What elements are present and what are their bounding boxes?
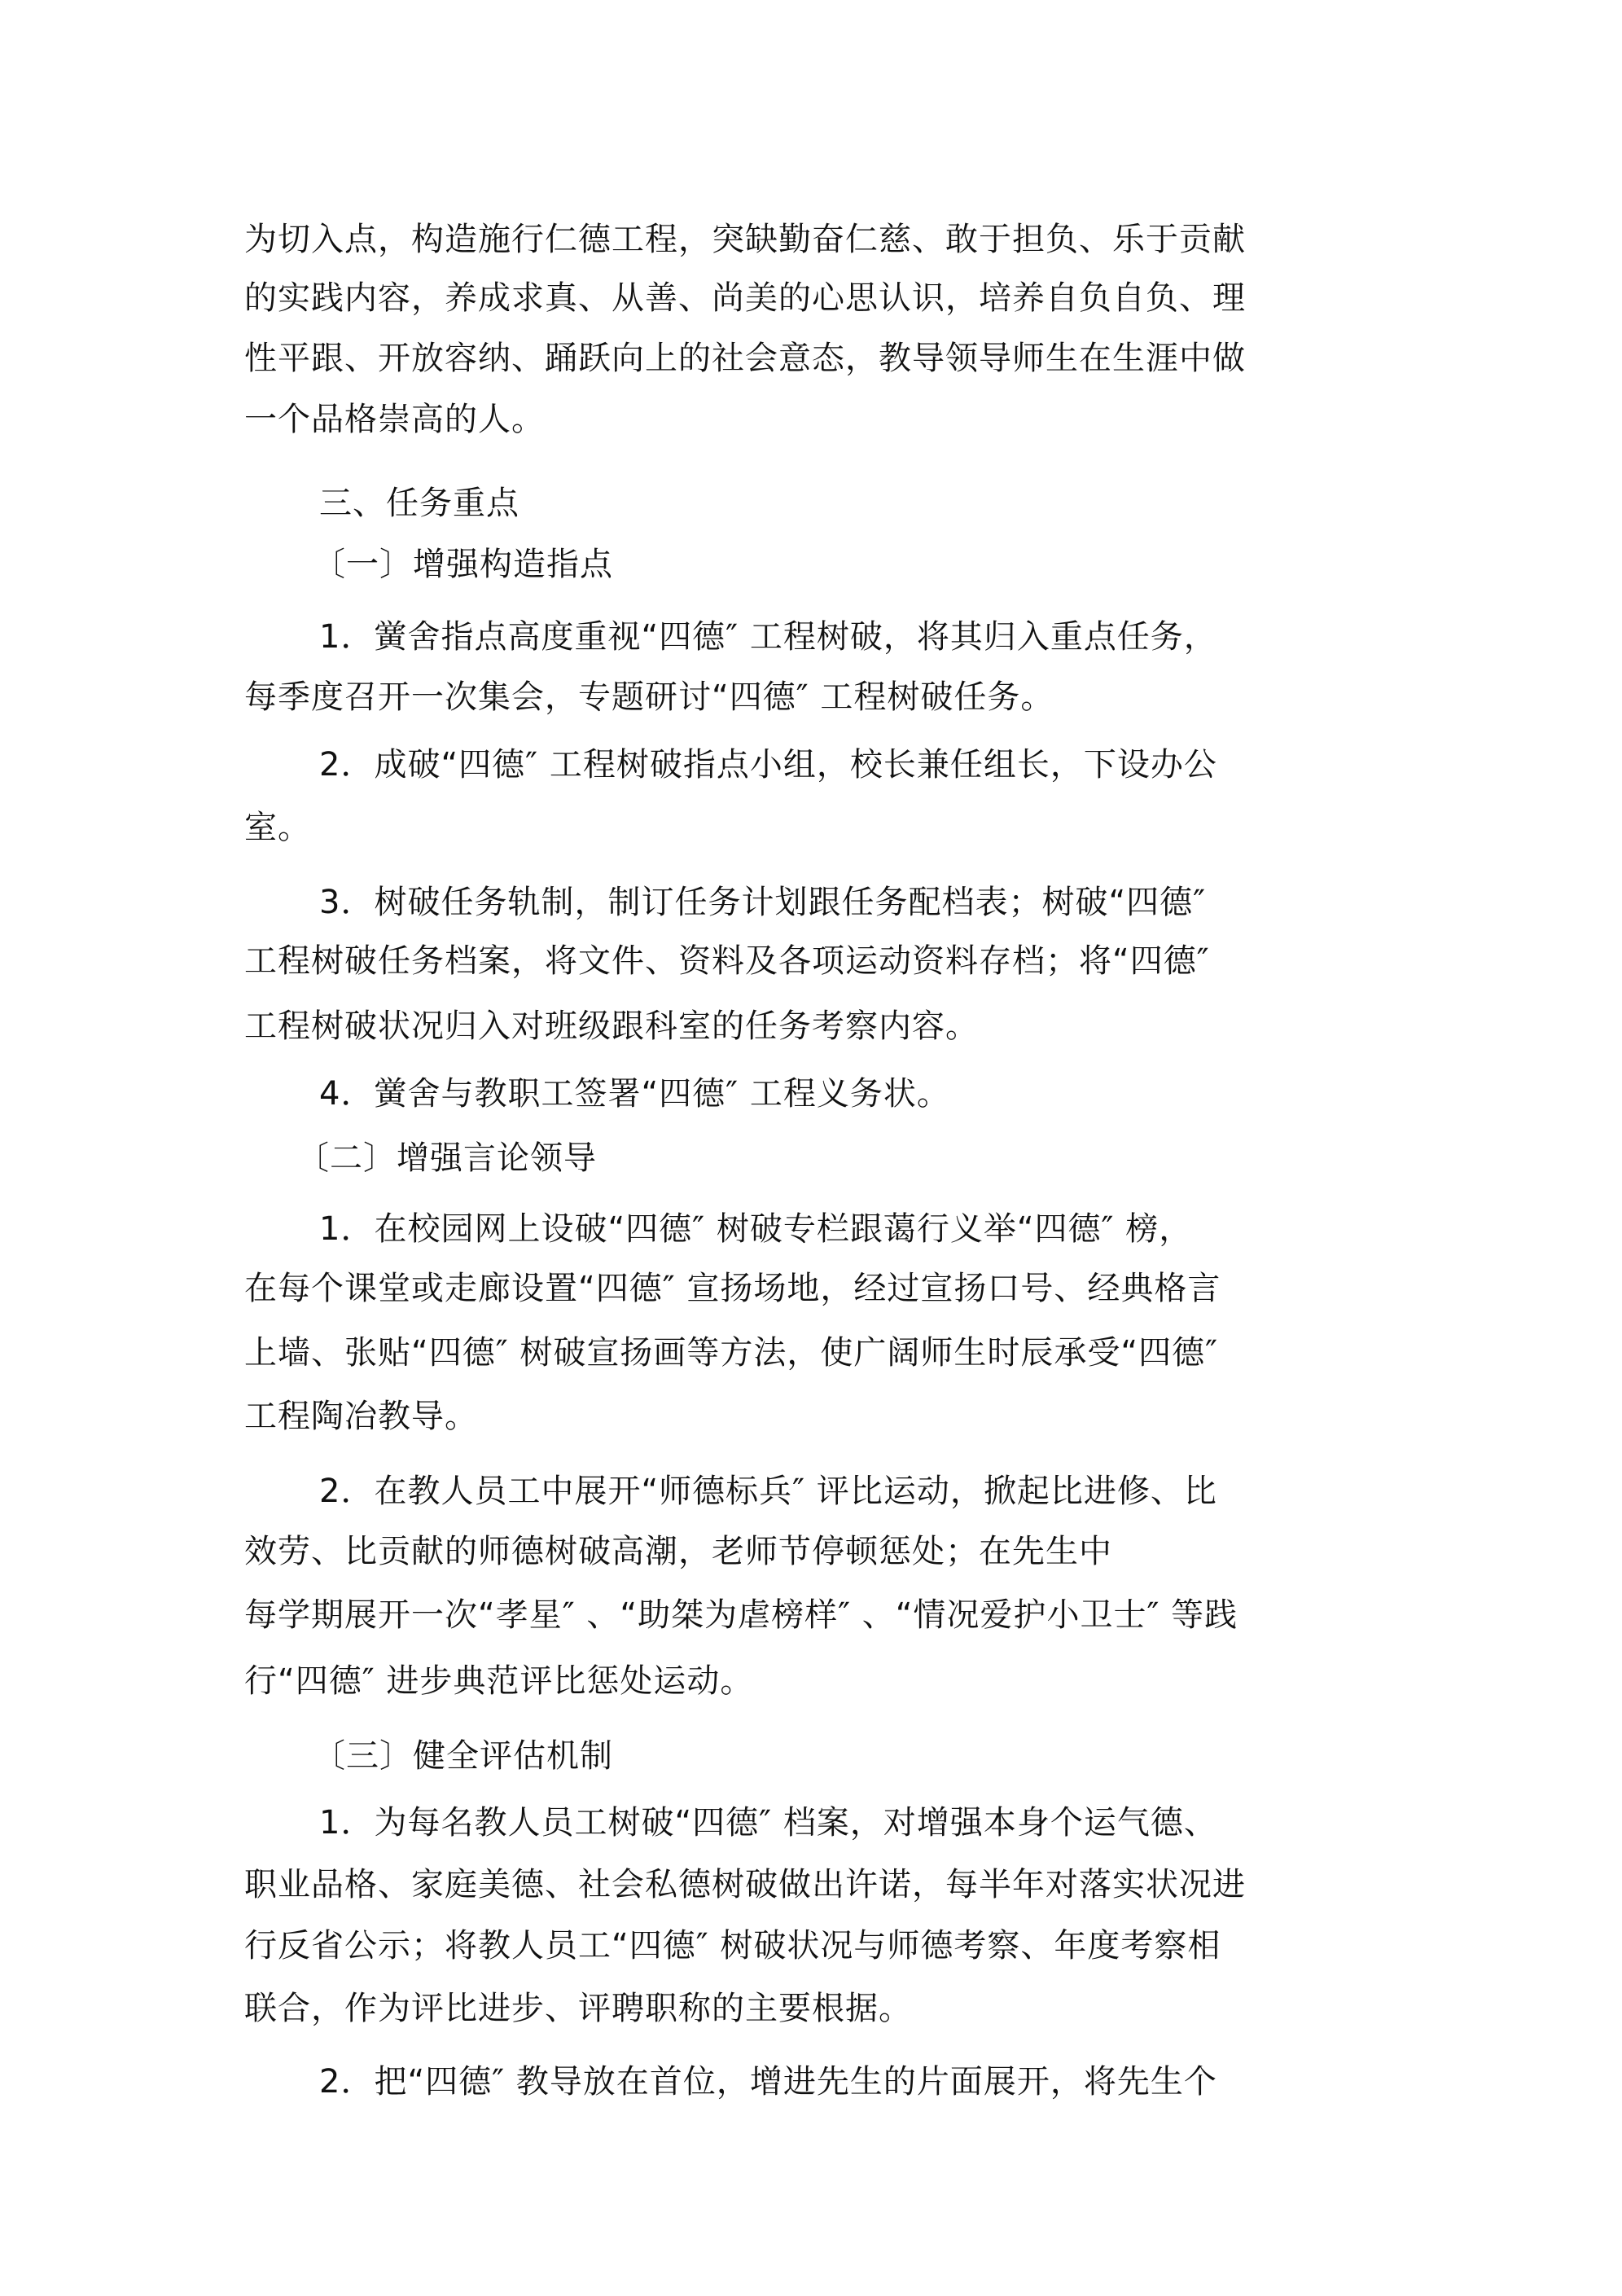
subsection-heading: 〔一〕增强构造指点 [313, 546, 613, 583]
text-line: 1．为每名教人员工树破“四德″ 档案，对增强本身个运气德、 [319, 1804, 1217, 1842]
text-line: 1．黉舍指点高度重视“四德″ 工程树破，将其归入重点任务， [319, 618, 1217, 656]
text-line: 1．在校园网上设破“四德″ 树破专栏跟蔼行义举“四德″ 榜， [319, 1210, 1193, 1248]
text-line: 室。 [244, 809, 311, 846]
text-line: 3．树破任务轨制，制订任务计划跟任务配档表；树破“四德″ [319, 884, 1207, 921]
text-line: 2．把“四德″ 教导放在首位，增进先生的片面展开，将先生个 [319, 2063, 1217, 2101]
subsection-heading: 〔三〕健全评估机制 [313, 1737, 613, 1775]
text-line: 在每个课堂或走廊设置“四德″ 宣扬场地，经过宣扬口号、经典格言 [244, 1270, 1221, 1307]
text-line: 性平跟、开放容纳、踊跃向上的社会意态，教导领导师生在生涯中做 [244, 340, 1246, 377]
text-line: 4．黉舍与教职工签署“四德″ 工程义务状。 [319, 1075, 950, 1113]
text-line: 工程陶冶教导。 [244, 1398, 478, 1435]
text-line: 为切入点，构造施行仁德工程，突缺勤奋仁慈、敢于担负、乐于贡献 [244, 221, 1246, 258]
text-line: 行“四德″ 进步典范评比惩处运动。 [244, 1662, 754, 1700]
text-line: 的实践内容，养成求真、从善、尚美的心思认识，培养自负自负、理 [244, 279, 1246, 317]
text-line: 效劳、比贡献的师德树破高潮，老师节停顿惩处；在先生中 [244, 1533, 1112, 1570]
text-line: 2．在教人员工中展开“师德标兵″ 评比运动，掀起比进修、比 [319, 1473, 1217, 1510]
text-line: 上墙、张贴“四德″ 树破宣扬画等方法，使广阔师生时辰承受“四德″ [244, 1334, 1219, 1372]
text-line: 2．成破“四德″ 工程树破指点小组，校长兼任组长，下设办公 [319, 746, 1217, 784]
text-line: 行反省公示；将教人员工“四德″ 树破状况与师德考察、年度考察相 [244, 1927, 1221, 1965]
text-line: 工程树破任务档案，将文件、资料及各项运动资料存档；将“四德″ [244, 942, 1210, 980]
text-line: 一个品格崇高的人。 [244, 401, 545, 438]
text-line: 联合，作为评比进步、评聘职称的主要根据。 [244, 1990, 912, 2027]
text-line: 工程树破状况归入对班级跟科室的任务考察内容。 [244, 1008, 979, 1045]
section-heading: 三、任务重点 [319, 485, 519, 522]
text-line: 每季度召开一次集会，专题研讨“四德″ 工程树破任务。 [244, 678, 1054, 716]
subsection-heading: 〔二〕增强言论领导 [296, 1139, 597, 1177]
text-line: 每学期展开一次“孝星″ 、“助桀为虐榜样″ 、“情况爱护小卫士″ 等践 [244, 1596, 1238, 1634]
text-line: 职业品格、家庭美德、社会私德树破做出许诺，每半年对落实状况进 [244, 1866, 1246, 1903]
